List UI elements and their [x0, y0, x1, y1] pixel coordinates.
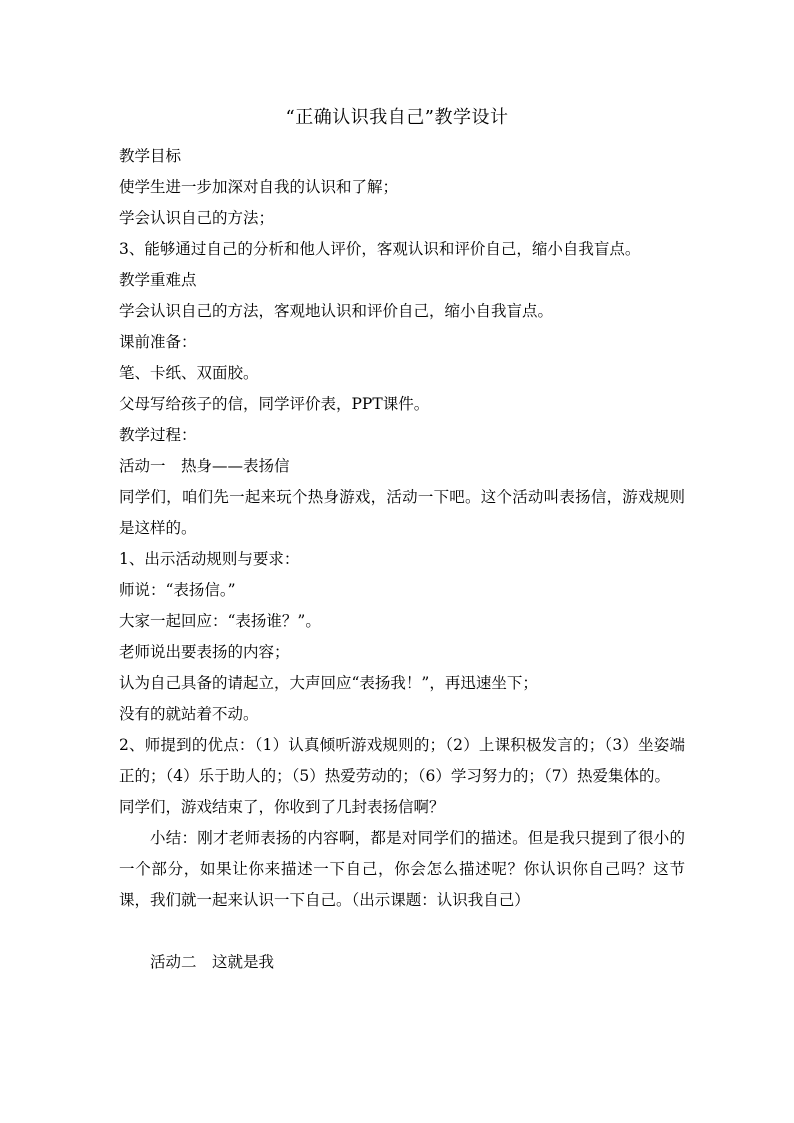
- section-heading-process: 教学过程：: [119, 426, 197, 444]
- virtues-paragraph: 2、师提到的优点：（1）认真倾听游戏规则的；（2）上课积极发言的；（3）坐姿端正的；（4）乐于助人的；（5）热爱劳动的；（6）学习努力的；（7）热爱集体的。: [119, 736, 685, 785]
- document-title: “正确认识我自己”教学设计: [285, 107, 509, 128]
- rule-line: 没有的就站着不动。: [119, 705, 259, 723]
- rules-heading: 1、出示活动规则与要求：: [119, 550, 300, 568]
- objective-item: 3、能够通过自己的分析和他人评价，客观认识和评价自己，缩小自我盲点。: [119, 240, 641, 258]
- blank-line: [119, 916, 685, 947]
- section-heading-key-points: 教学重难点: [119, 271, 197, 289]
- rule-line: 认为自己具备的请起立，大声回应“表扬我！”，再迅速坐下；: [119, 674, 538, 692]
- section-heading-preparation: 课前准备：: [119, 333, 197, 351]
- rule-line: 师说：“表扬信。”: [119, 581, 236, 599]
- key-point-text: 学会认识自己的方法，客观地认识和评价自己，缩小自我盲点。: [119, 302, 554, 320]
- rule-line: 大家一起回应：“表扬谁？”。: [119, 612, 321, 630]
- summary-paragraph: 小结：刚才老师表扬的内容啊，都是对同学们的描述。但是我只提到了很小的一个部分，如果让你来描述一下自己，你会怎么描述呢？你认识你自己吗？这节课，我们就一起来认识一下自己。（出示课题：认识我自己）: [119, 829, 685, 909]
- objective-item: 使学生进一步加深对自我的认识和了解；: [119, 178, 399, 196]
- rule-line: 老师说出要表扬的内容；: [119, 643, 290, 661]
- activity-one-heading: 活动一 热身——表扬信: [119, 457, 290, 475]
- preparation-item: 笔、卡纸、双面胶。: [119, 364, 259, 382]
- activity-two-heading: 活动二 这就是我: [150, 953, 275, 971]
- paragraph-intro: 同学们，咱们先一起来玩个热身游戏，活动一下吧。这个活动叫表扬信，游戏规则是这样的。: [119, 488, 685, 537]
- question-line: 同学们，游戏结束了，你收到了几封表扬信啊？: [119, 798, 445, 816]
- preparation-item: 父母写给孩子的信，同学评价表，PPT课件。: [119, 395, 430, 413]
- objective-item: 学会认识自己的方法；: [119, 209, 275, 227]
- document-body: [119, 141, 685, 978]
- section-heading-objectives: 教学目标: [119, 147, 182, 165]
